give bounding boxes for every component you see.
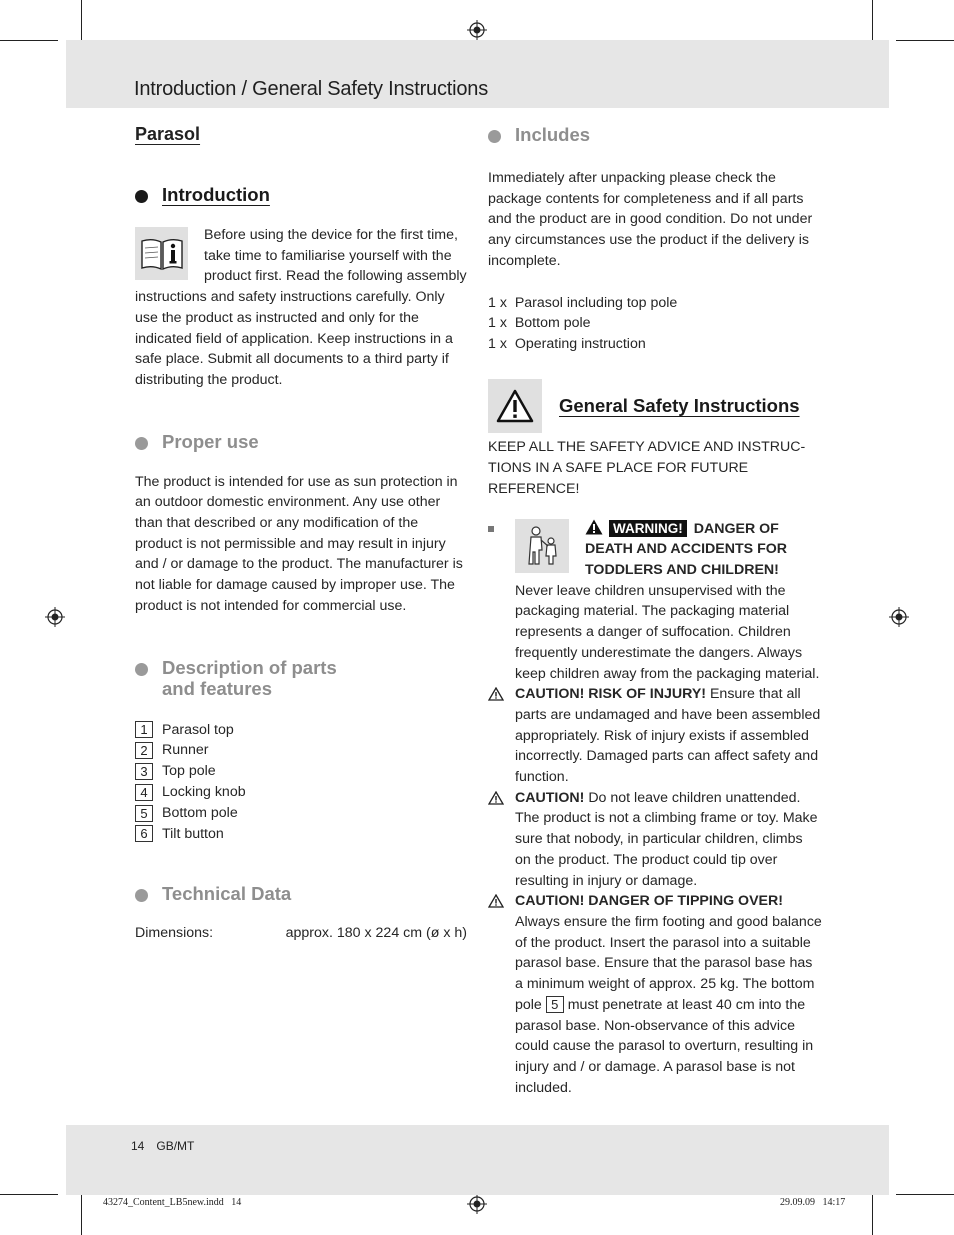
- includes-heading: [488, 124, 822, 145]
- registration-mark-icon: [45, 607, 65, 627]
- registration-mark-icon: [889, 607, 909, 627]
- footer-band: [66, 1125, 889, 1195]
- warning-badge: WARNING!: [609, 520, 687, 537]
- right-column: [488, 124, 822, 1098]
- technical-heading: [135, 883, 467, 904]
- part-number: 1: [135, 721, 153, 738]
- footer-page-info: [131, 1139, 206, 1153]
- page-number: 14: [131, 1139, 145, 1153]
- warning-block: [488, 519, 822, 685]
- caution-tipping-title: CAUTION! DANGER OF TIPPING OVER!: [515, 893, 783, 910]
- parts-list: [135, 720, 467, 845]
- info-book-icon: [135, 227, 188, 280]
- technical-title: Technical Data: [162, 883, 292, 905]
- description-title: Description of parts and features: [162, 656, 337, 699]
- caution-children-text: Do not leave children unattended. The product is not a climbing frame or toy. Make sure that nobody, in particular children, climbs on the product. The product could tip over resulting in injury or damage.: [515, 789, 818, 889]
- parasol-heading: Parasol: [135, 124, 201, 144]
- caution-tipping-block: [488, 891, 822, 1098]
- dimensions-label: Dimensions:: [135, 925, 214, 942]
- part-label: Tilt button: [162, 825, 224, 842]
- caution-injury-block: [488, 684, 822, 788]
- includes-title: Includes: [515, 124, 591, 145]
- bullet-dot-icon: [135, 663, 148, 676]
- child-safety-icon: [515, 519, 569, 573]
- print-slug-file: 43274_Content_LB5new.indd 14: [103, 1197, 242, 1208]
- crop-mark: [0, 1194, 58, 1195]
- caution-children-block: [488, 788, 822, 892]
- crop-mark: [0, 40, 58, 41]
- proper-use-title: Proper use: [162, 430, 259, 452]
- print-slug-date: 29.09.09 14:17: [780, 1197, 846, 1208]
- safety-title: General Safety Instructions: [559, 394, 800, 416]
- list-item: 1 x Bottom pole: [488, 315, 591, 332]
- part-number: 6: [135, 825, 153, 842]
- part-label: Parasol top: [162, 721, 234, 738]
- list-item: [135, 824, 467, 845]
- safety-heading: [488, 379, 822, 433]
- part-label: Locking knob: [162, 783, 246, 800]
- caution-injury-title: CAUTION! RISK OF INJURY!: [515, 686, 707, 703]
- part-number: 4: [135, 784, 153, 801]
- list-item: [135, 740, 467, 761]
- caution-tipping-text: Always ensure the firm footing and good balance of the product. Insert the parasol into a suitable parasol base. Ensure that the parasol base has a minimum weight of approx. 25 kg. The bottom pole: [515, 913, 822, 1013]
- introduction-block: [135, 225, 467, 391]
- list-item: [135, 761, 467, 782]
- proper-use-heading: [135, 431, 467, 452]
- warning-triangle-icon: [488, 379, 542, 433]
- crop-mark: [896, 1194, 954, 1195]
- list-item: [135, 782, 467, 803]
- registration-mark-icon: [467, 20, 487, 40]
- square-bullet-icon: [488, 526, 494, 532]
- list-item: [135, 803, 467, 824]
- part-number: 5: [135, 805, 153, 822]
- caution-children-title: CAUTION!: [515, 789, 585, 806]
- crop-mark: [896, 40, 954, 41]
- bullet-dot-icon: [135, 889, 148, 902]
- introduction-heading: [135, 184, 467, 205]
- proper-use-text: The product is intended for use as sun protection in an outdoor domestic environment. Any use other than that described or any modification of the product is not permissible and may result in injury and / or damage to the product. The manufacturer is not liable for damage caused by improper use. The product is not intended for commercial use.: [135, 473, 463, 614]
- part-number: 5: [546, 996, 564, 1013]
- crop-mark: [81, 1189, 82, 1235]
- caution-triangle-icon: [488, 687, 504, 701]
- technical-row: [135, 925, 467, 941]
- warning-triangle-icon: [585, 519, 603, 535]
- list-item: 1 x Operating instruction: [488, 335, 646, 352]
- caution-tipping-text-cont: must penetrate at least 40 cm into the parasol base. Non-observance of this advice could cause the parasol to overturn, resulting in injury and / or damage. A parasol base is not included.: [515, 996, 814, 1096]
- description-heading: [135, 657, 467, 699]
- warning-title: DANGER OF DEATH AND ACCIDENTS FOR TODDLERS AND CHILDREN!: [585, 520, 788, 579]
- part-label: Bottom pole: [162, 804, 238, 821]
- warning-text: Never leave children unsupervised with the packaging material. The packaging material represents a danger of suffocation. Children frequently underestimate the dangers. Always keep children away from the packaging material.: [515, 582, 820, 682]
- bullet-dot-icon: [135, 190, 148, 203]
- page-title: Introduction / General Safety Instructions: [134, 78, 489, 100]
- caution-injury-text: Ensure that all parts are undamaged and have been assembled appropriately. Risk of injury exists if assembled incorrectly. Damaged parts can affect safety and function.: [515, 686, 821, 786]
- introduction-text: Before using the device for the first time, take time to familiarise yourself with the product first. Read the following assembly instructions and safety instructions carefully. Only use the product as instructed and only for the indicated field of application. Keep instructions in a safe place. Submit all documents to a third party if distributing the product.: [135, 227, 467, 388]
- includes-list: [488, 293, 822, 355]
- dimensions-value: approx. 180 x 224 cm (ø x h): [285, 925, 467, 942]
- caution-triangle-icon: [488, 791, 504, 805]
- bullet-dot-icon: [488, 130, 501, 143]
- keep-advice-text: KEEP ALL THE SAFETY ADVICE AND INSTRUC- TIONS IN A SAFE PLACE FOR FUTURE REFERENCE!: [488, 438, 806, 497]
- left-column: [135, 124, 467, 941]
- crop-mark: [872, 1189, 873, 1235]
- part-number: 2: [135, 742, 153, 759]
- bullet-dot-icon: [135, 437, 148, 450]
- introduction-title: Introduction: [162, 184, 270, 205]
- caution-triangle-icon: [488, 894, 504, 908]
- part-label: Top pole: [162, 763, 216, 780]
- part-number: 3: [135, 763, 153, 780]
- part-label: Runner: [162, 742, 209, 759]
- list-item: 1 x Parasol including top pole: [488, 294, 678, 311]
- registration-mark-icon: [467, 1194, 487, 1214]
- language-code: GB/MT: [156, 1139, 195, 1153]
- includes-text: Immediately after unpacking please check the package contents for completeness and if all parts and the product are in good condition. Do not under any circumstances use the product if the delivery is incomplete.: [488, 170, 813, 269]
- list-item: [135, 720, 467, 741]
